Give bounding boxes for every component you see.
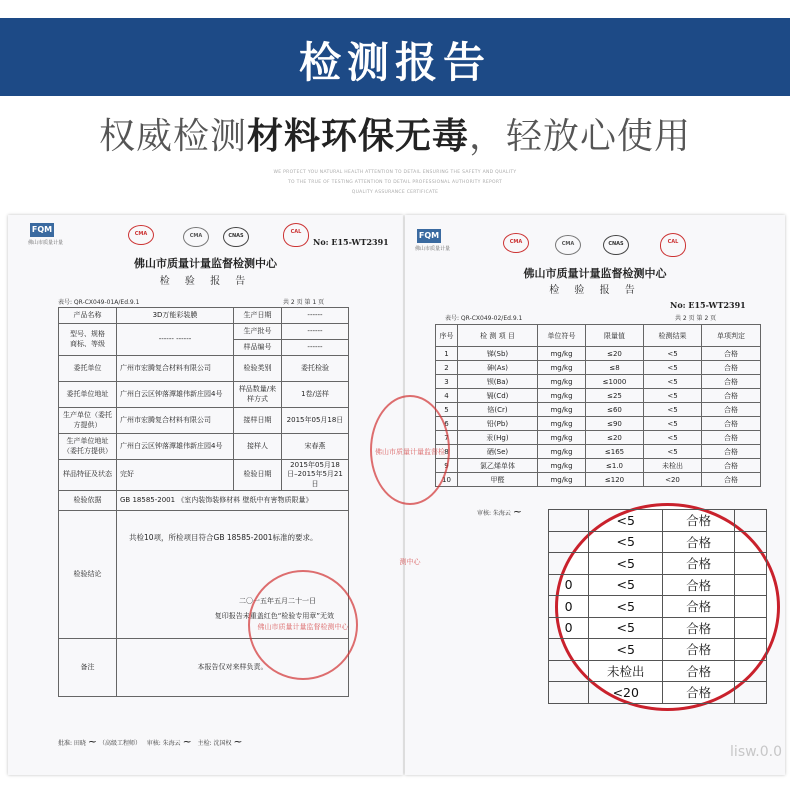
- table-row: [436, 361, 761, 375]
- producer-address-value: 广州白云区钟落潭雄伟新庄园4号: [117, 434, 234, 460]
- table-row: [436, 375, 761, 389]
- zoom-cell: [734, 531, 766, 553]
- reviewer-signature: ~: [512, 505, 523, 518]
- zoom-cell: 合格: [663, 531, 734, 553]
- red-stamp: [248, 570, 358, 680]
- table-cell: mg/kg: [538, 431, 586, 445]
- inspect-date-value: 2015年05月18日–2015年5月21日: [282, 460, 349, 491]
- zoom-cell: <5: [589, 510, 663, 532]
- table-cell: mg/kg: [538, 389, 586, 403]
- doc-title: 检 验 报 告: [549, 285, 641, 296]
- cal-mark: CAL: [660, 233, 686, 257]
- client-label: 委托单位: [59, 356, 117, 382]
- watermark: lisw.0.0: [730, 744, 782, 760]
- zoom-cell: [549, 682, 589, 704]
- table-row: [436, 347, 761, 361]
- reviewer-label: 审核: 朱海云: [146, 740, 181, 747]
- fqm-logo: FQM: [417, 229, 441, 243]
- table-cell: ≤165: [586, 445, 644, 459]
- table-cell: 5: [436, 403, 458, 417]
- table-cell: 10: [436, 473, 458, 487]
- zoom-cell: 合格: [663, 596, 734, 618]
- zoomed-results-table: [548, 509, 767, 704]
- batch-value: ------: [282, 324, 349, 340]
- zoomed-row: [549, 617, 767, 639]
- zoom-cell: 合格: [663, 574, 734, 596]
- table-cell: 合格: [702, 445, 761, 459]
- table-cell: 合格: [702, 473, 761, 487]
- table-cell: 锑(Sb): [458, 347, 538, 361]
- zoom-cell: [549, 531, 589, 553]
- zoom-cell: [734, 510, 766, 532]
- table-cell: <5: [644, 389, 702, 403]
- org-title: 佛山市质量计量监督检测中心: [523, 267, 667, 280]
- remark-text: 本报告仅对来样负责。: [117, 639, 349, 697]
- table-cell: <5: [644, 431, 702, 445]
- zoom-cell: 合格: [663, 639, 734, 661]
- table-cell: 6: [436, 417, 458, 431]
- zoom-cell: <5: [589, 639, 663, 661]
- table-cell: 合格: [702, 347, 761, 361]
- brand-label: 商标、等级: [70, 339, 105, 348]
- product-name-label: 产品名称: [59, 308, 117, 324]
- table-cell: mg/kg: [538, 403, 586, 417]
- table-cell: <5: [644, 361, 702, 375]
- model-value: ------ ------: [117, 324, 234, 356]
- zoomed-row: [549, 510, 767, 532]
- table-cell: 8: [436, 445, 458, 459]
- table-cell: 未检出: [644, 459, 702, 473]
- report-number: No: E15-WT2391: [670, 300, 746, 310]
- doc-title: 检 验 报 告: [159, 276, 252, 287]
- table-row: [436, 403, 761, 417]
- product-name-value: 3D万能彩装膜: [117, 308, 234, 324]
- production-date-value: ------: [282, 308, 349, 324]
- zoom-cell: 0: [549, 617, 589, 639]
- inspector-label: 主检: 沈国权: [197, 740, 232, 747]
- column-header: 检 测 项 目: [458, 325, 538, 347]
- results-table: [435, 324, 761, 487]
- form-code: 表号: QR-CX049-01A/Ed.9.1: [58, 299, 140, 306]
- zoom-cell: 合格: [663, 553, 734, 575]
- producer-label: 生产单位（委托方提供）: [59, 408, 117, 434]
- remark-label: 备注: [59, 639, 117, 697]
- table-cell: 铅(Pb): [458, 417, 538, 431]
- table-cell: ≤60: [586, 403, 644, 417]
- table-cell: 合格: [702, 459, 761, 473]
- sample-qty-value: 1卷/送样: [282, 382, 349, 408]
- results-header-row: [436, 325, 761, 347]
- table-row: [436, 431, 761, 445]
- column-header: 序号: [436, 325, 458, 347]
- column-header: 检测结果: [644, 325, 702, 347]
- producer-value: 广州市宏腾复合材料有限公司: [117, 408, 234, 434]
- zoomed-row: [549, 574, 767, 596]
- zoom-cell: 0: [549, 596, 589, 618]
- zoom-cell: 合格: [663, 682, 734, 704]
- column-header: 单项判定: [702, 325, 761, 347]
- table-cell: ≤8: [586, 361, 644, 375]
- fqm-caption: 佛山市质量计量: [415, 246, 451, 252]
- table-cell: <5: [644, 417, 702, 431]
- zoomed-row: [549, 553, 767, 575]
- approver-title: （高级工程师）: [99, 740, 142, 747]
- table-cell: mg/kg: [538, 417, 586, 431]
- basis-label: 检验依据: [59, 491, 117, 511]
- reviewer-label: 审核: 朱海云: [477, 510, 511, 517]
- header-banner: [0, 18, 790, 96]
- table-cell: ≤90: [586, 417, 644, 431]
- zoom-cell: <20: [589, 682, 663, 704]
- subtitle-part-2: ，轻放心使用: [469, 116, 692, 157]
- table-cell: 硒(Se): [458, 445, 538, 459]
- table-cell: 合格: [702, 375, 761, 389]
- zoom-cell: 合格: [663, 617, 734, 639]
- zoomed-row: [549, 660, 767, 682]
- cal-mark: CAL: [283, 223, 309, 247]
- zoom-cell: 0: [549, 574, 589, 596]
- zoom-cell: [734, 596, 766, 618]
- magnifier-zoom: [555, 503, 780, 711]
- basis-value: GB 18585-2001 《室内装饰装修材料 壁纸中有害物质限量》: [117, 491, 349, 511]
- table-cell: 氯乙烯单体: [458, 459, 538, 473]
- page-title: 检测报告: [298, 38, 491, 87]
- zoom-cell: [549, 510, 589, 532]
- zoom-cell: <5: [589, 596, 663, 618]
- batch-label: 生产批号: [234, 324, 282, 340]
- zoomed-row: [549, 531, 767, 553]
- reviewer-signature: ~: [182, 735, 192, 748]
- conclusion-label: 检验结论: [59, 511, 117, 639]
- reviewer-row: [477, 505, 522, 518]
- table-cell: 汞(Hg): [458, 431, 538, 445]
- table-cell: <5: [644, 347, 702, 361]
- org-title: 佛山市质量计量监督检测中心: [134, 257, 277, 270]
- cnas-mark: CNAS: [223, 227, 249, 247]
- tiny-caption-line: TO THE TRUE OF TESTING ATTENTION TO DETAIL PROFESSIONAL AUTHORITY REPORT: [287, 180, 503, 185]
- page-info: 共 2 页 第 2 页: [675, 315, 717, 322]
- conclusion-note: 复印报告未重盖红色“检验专用章”无效: [214, 612, 334, 621]
- page-info: 共 2 页 第 1 页: [283, 299, 325, 306]
- page-subtitle: [0, 108, 790, 159]
- table-cell: mg/kg: [538, 459, 586, 473]
- table-cell: 4: [436, 389, 458, 403]
- table-cell: <5: [644, 375, 702, 389]
- receiver-value: 宋春燕: [282, 434, 349, 460]
- zoom-cell: [549, 660, 589, 682]
- model-brand-label: [59, 324, 117, 356]
- zoomed-row: [549, 639, 767, 661]
- zoom-cell: 合格: [663, 660, 734, 682]
- approver-label: 批准: 田晓: [58, 740, 86, 747]
- table-cell: 铬(Cr): [458, 403, 538, 417]
- inspect-type-label: 检验类别: [234, 356, 282, 382]
- zoom-cell: 合格: [663, 510, 734, 532]
- fqm-logo: FQM: [30, 223, 54, 237]
- table-cell: <20: [644, 473, 702, 487]
- zoomed-row: [549, 596, 767, 618]
- table-cell: ≤20: [586, 431, 644, 445]
- table-cell: mg/kg: [538, 473, 586, 487]
- cma-mark: CMA: [503, 233, 529, 253]
- production-date-label: 生产日期: [234, 308, 282, 324]
- tiny-caption-line: WE PROTECT YOU NATURAL HEALTH ATTENTION TO DETAIL ENSURING THE SAFETY AND QUALITY: [273, 170, 517, 175]
- table-cell: 合格: [702, 361, 761, 375]
- table-cell: <5: [644, 445, 702, 459]
- table-row: [436, 459, 761, 473]
- report-page-1: [8, 215, 403, 775]
- zoom-cell: [734, 553, 766, 575]
- receive-date-label: 接样日期: [234, 408, 282, 434]
- sample-state-label: 样品特征及状态: [59, 460, 117, 491]
- table-cell: 镉(Cd): [458, 389, 538, 403]
- table-cell: mg/kg: [538, 445, 586, 459]
- inspect-date-label: 检验日期: [234, 460, 282, 491]
- subtitle-bold: 材料环保无毒: [246, 116, 469, 157]
- column-header: 单位符号: [538, 325, 586, 347]
- client-address-label: 委托单位地址: [59, 382, 117, 408]
- table-cell: 3: [436, 375, 458, 389]
- receive-date-value: 2015年05月18日: [282, 408, 349, 434]
- table-cell: 合格: [702, 431, 761, 445]
- zoom-cell: [734, 660, 766, 682]
- table-cell: ≤1.0: [586, 459, 644, 473]
- table-cell: 合格: [702, 389, 761, 403]
- zoom-cell: 未检出: [589, 660, 663, 682]
- model-label: 型号、规格: [70, 330, 105, 339]
- table-cell: 合格: [702, 403, 761, 417]
- sample-no-label: 样品编号: [234, 340, 282, 356]
- table-cell: mg/kg: [538, 347, 586, 361]
- table-cell: mg/kg: [538, 375, 586, 389]
- stamp-text: 佛山市质量计量监督检测中心: [257, 623, 349, 631]
- table-cell: mg/kg: [538, 361, 586, 375]
- table-cell: 1: [436, 347, 458, 361]
- table-row: [436, 389, 761, 403]
- zoom-cell: [549, 639, 589, 661]
- table-cell: <5: [644, 403, 702, 417]
- signature-row: [58, 735, 243, 748]
- table-cell: ≤120: [586, 473, 644, 487]
- sample-qty-label: 样品数量/来样方式: [234, 382, 282, 408]
- fqm-caption: 佛山市质量计量: [28, 240, 64, 246]
- tiny-caption-line: QUALITY ASSURANCE CERTIFICATE: [351, 190, 439, 195]
- table-cell: 2: [436, 361, 458, 375]
- zoom-cell: [734, 639, 766, 661]
- zoom-cell: [734, 682, 766, 704]
- sample-state-value: 完好: [117, 460, 234, 491]
- inspect-type-value: 委托检验: [282, 356, 349, 382]
- table-row: [436, 445, 761, 459]
- producer-address-label: 生产单位地址（委托方提供）: [59, 434, 117, 460]
- zoom-cell: <5: [589, 531, 663, 553]
- table-cell: 钡(Ba): [458, 375, 538, 389]
- client-value: 广州市宏腾复合材料有限公司: [117, 356, 234, 382]
- zoom-cell: <5: [589, 553, 663, 575]
- inspector-signature: ~: [233, 735, 243, 748]
- cnas-mark: CNAS: [603, 235, 629, 255]
- zoom-cell: [734, 617, 766, 639]
- table-cell: 9: [436, 459, 458, 473]
- table-cell: ≤25: [586, 389, 644, 403]
- zoom-cell: [549, 553, 589, 575]
- client-address-value: 广州白云区钟落潭雄伟新庄园4号: [117, 382, 234, 408]
- stamp-text: 佛山市质量计量监督检测中心: [375, 448, 445, 566]
- zoomed-row: [549, 682, 767, 704]
- table-cell: ≤20: [586, 347, 644, 361]
- zoom-cell: <5: [589, 574, 663, 596]
- table-row: [436, 473, 761, 487]
- red-stamp: [370, 395, 450, 566]
- table-cell: 合格: [702, 417, 761, 431]
- subtitle-part-1: 权威检测: [98, 116, 247, 157]
- cma-mark-gray: CMA: [183, 227, 209, 247]
- zoom-cell: <5: [589, 617, 663, 639]
- report-number: No: E15-WT2391: [313, 237, 389, 247]
- column-header: 限量值: [586, 325, 644, 347]
- table-cell: 7: [436, 431, 458, 445]
- table-cell: 砷(As): [458, 361, 538, 375]
- cma-mark-gray: CMA: [555, 235, 581, 255]
- table-cell: ≤1000: [586, 375, 644, 389]
- sample-no-value: ------: [282, 340, 349, 356]
- zoom-cell: [734, 574, 766, 596]
- table-cell: 甲醛: [458, 473, 538, 487]
- conclusion-text: 共检10项，所检项目符合GB 18585-2001标准的要求。: [129, 533, 318, 543]
- conclusion-date: 二〇一五年五月二十一日: [239, 597, 316, 606]
- cma-mark: CMA: [128, 225, 154, 245]
- receiver-label: 接样人: [234, 434, 282, 460]
- form-code: 表号: QR-CX049-02/Ed.9.1: [445, 315, 523, 322]
- table-row: [436, 417, 761, 431]
- approver-signature: ~: [87, 735, 98, 748]
